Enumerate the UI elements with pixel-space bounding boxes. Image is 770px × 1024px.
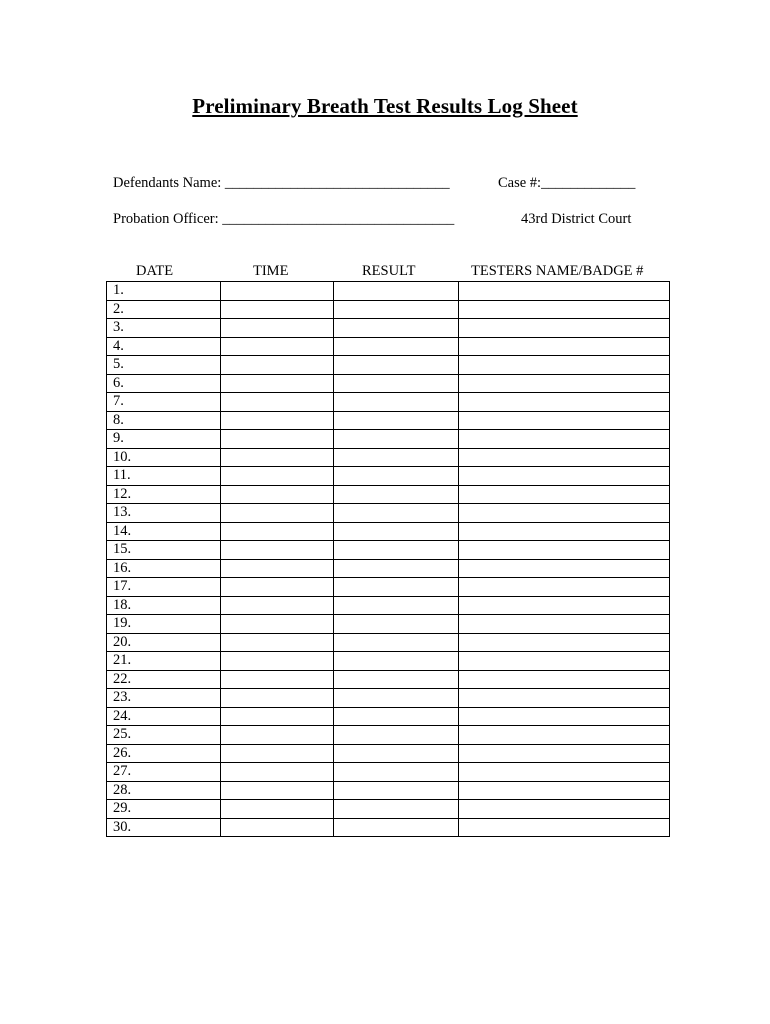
table-row <box>107 559 670 578</box>
result-cell[interactable] <box>334 300 459 319</box>
table-row <box>107 448 670 467</box>
row-number-cell[interactable]: 22. <box>107 670 221 689</box>
result-cell[interactable] <box>334 541 459 560</box>
time-cell[interactable] <box>221 615 334 634</box>
row-number-cell[interactable]: 18. <box>107 596 221 615</box>
result-cell[interactable] <box>334 726 459 745</box>
row-number-cell[interactable]: 17. <box>107 578 221 597</box>
table-row <box>107 633 670 652</box>
time-cell[interactable] <box>221 282 334 301</box>
result-cell[interactable] <box>334 448 459 467</box>
result-cell[interactable] <box>334 319 459 338</box>
time-cell[interactable] <box>221 818 334 837</box>
row-number-cell[interactable]: 6. <box>107 374 221 393</box>
column-header-result: RESULT <box>362 263 416 279</box>
table-row <box>107 356 670 375</box>
table-row <box>107 615 670 634</box>
time-cell[interactable] <box>221 800 334 819</box>
table-row <box>107 689 670 708</box>
time-cell[interactable] <box>221 522 334 541</box>
row-number-cell[interactable]: 13. <box>107 504 221 523</box>
log-table <box>106 281 670 837</box>
result-cell[interactable] <box>334 411 459 430</box>
time-cell[interactable] <box>221 652 334 671</box>
row-number-cell[interactable]: 2. <box>107 300 221 319</box>
row-number-cell[interactable]: 11. <box>107 467 221 486</box>
table-row <box>107 319 670 338</box>
testers-name-cell[interactable] <box>459 744 670 763</box>
time-cell[interactable] <box>221 744 334 763</box>
row-number-cell[interactable]: 25. <box>107 726 221 745</box>
result-cell[interactable] <box>334 763 459 782</box>
testers-name-cell[interactable] <box>459 430 670 449</box>
table-row <box>107 541 670 560</box>
table-row <box>107 337 670 356</box>
testers-name-cell[interactable] <box>459 282 670 301</box>
court-name: 43rd District Court <box>521 211 632 227</box>
row-number-cell[interactable]: 7. <box>107 393 221 412</box>
row-number-cell[interactable]: 3. <box>107 319 221 338</box>
time-cell[interactable] <box>221 596 334 615</box>
table-row <box>107 374 670 393</box>
time-cell[interactable] <box>221 467 334 486</box>
result-cell[interactable] <box>334 652 459 671</box>
column-header-date: DATE <box>136 263 174 279</box>
testers-name-cell[interactable] <box>459 393 670 412</box>
result-cell[interactable] <box>334 800 459 819</box>
column-header-testers-name-badge: TESTERS NAME/BADGE # <box>471 263 644 279</box>
table-row <box>107 430 670 449</box>
table-row <box>107 744 670 763</box>
table-row <box>107 763 670 782</box>
result-cell[interactable] <box>334 559 459 578</box>
row-number-cell[interactable]: 19. <box>107 615 221 634</box>
testers-name-cell[interactable] <box>459 800 670 819</box>
row-number-cell[interactable]: 1. <box>107 282 221 301</box>
testers-name-cell[interactable] <box>459 726 670 745</box>
time-cell[interactable] <box>221 559 334 578</box>
row-number-cell[interactable]: 8. <box>107 411 221 430</box>
table-row <box>107 504 670 523</box>
testers-name-cell[interactable] <box>459 578 670 597</box>
result-cell[interactable] <box>334 504 459 523</box>
testers-name-cell[interactable] <box>459 300 670 319</box>
row-number-cell[interactable]: 12. <box>107 485 221 504</box>
time-cell[interactable] <box>221 393 334 412</box>
time-cell[interactable] <box>221 707 334 726</box>
row-number-cell[interactable]: 15. <box>107 541 221 560</box>
testers-name-cell[interactable] <box>459 652 670 671</box>
testers-name-cell[interactable] <box>459 559 670 578</box>
time-cell[interactable] <box>221 448 334 467</box>
time-cell[interactable] <box>221 319 334 338</box>
row-number-cell[interactable]: 28. <box>107 781 221 800</box>
testers-name-cell[interactable] <box>459 763 670 782</box>
testers-name-cell[interactable] <box>459 818 670 837</box>
result-cell[interactable] <box>334 578 459 597</box>
time-cell[interactable] <box>221 633 334 652</box>
result-cell[interactable] <box>334 282 459 301</box>
result-cell[interactable] <box>334 707 459 726</box>
testers-name-cell[interactable] <box>459 707 670 726</box>
testers-name-cell[interactable] <box>459 356 670 375</box>
result-cell[interactable] <box>334 689 459 708</box>
table-row <box>107 282 670 301</box>
table-row <box>107 652 670 671</box>
time-cell[interactable] <box>221 670 334 689</box>
case-number-field[interactable]: Case #:_____________ <box>498 175 636 191</box>
table-row <box>107 300 670 319</box>
table-row <box>107 800 670 819</box>
testers-name-cell[interactable] <box>459 670 670 689</box>
page-title: Preliminary Breath Test Results Log Sheet <box>192 94 578 118</box>
result-cell[interactable] <box>334 744 459 763</box>
testers-name-cell[interactable] <box>459 485 670 504</box>
result-cell[interactable] <box>334 670 459 689</box>
result-cell[interactable] <box>334 374 459 393</box>
row-number-cell[interactable]: 23. <box>107 689 221 708</box>
testers-name-cell[interactable] <box>459 337 670 356</box>
time-cell[interactable] <box>221 411 334 430</box>
testers-name-cell[interactable] <box>459 374 670 393</box>
table-row <box>107 781 670 800</box>
row-number-cell[interactable]: 5. <box>107 356 221 375</box>
row-number-cell[interactable]: 24. <box>107 707 221 726</box>
row-number-cell[interactable]: 4. <box>107 337 221 356</box>
time-cell[interactable] <box>221 374 334 393</box>
time-cell[interactable] <box>221 300 334 319</box>
column-header-time: TIME <box>253 263 289 279</box>
result-cell[interactable] <box>334 337 459 356</box>
table-row <box>107 707 670 726</box>
table-row <box>107 596 670 615</box>
table-row <box>107 467 670 486</box>
table-row <box>107 522 670 541</box>
table-row <box>107 578 670 597</box>
testers-name-cell[interactable] <box>459 689 670 708</box>
result-cell[interactable] <box>334 596 459 615</box>
time-cell[interactable] <box>221 763 334 782</box>
time-cell[interactable] <box>221 504 334 523</box>
testers-name-cell[interactable] <box>459 522 670 541</box>
testers-name-cell[interactable] <box>459 781 670 800</box>
time-cell[interactable] <box>221 430 334 449</box>
result-cell[interactable] <box>334 522 459 541</box>
result-cell[interactable] <box>334 356 459 375</box>
time-cell[interactable] <box>221 356 334 375</box>
row-number-cell[interactable]: 26. <box>107 744 221 763</box>
time-cell[interactable] <box>221 781 334 800</box>
row-number-cell[interactable]: 29. <box>107 800 221 819</box>
testers-name-cell[interactable] <box>459 467 670 486</box>
defendant-name-field[interactable]: Defendants Name: _______________________________ <box>113 175 450 191</box>
testers-name-cell[interactable] <box>459 541 670 560</box>
table-row <box>107 411 670 430</box>
table-row <box>107 485 670 504</box>
row-number-cell[interactable]: 21. <box>107 652 221 671</box>
time-cell[interactable] <box>221 337 334 356</box>
row-number-cell[interactable]: 10. <box>107 448 221 467</box>
result-cell[interactable] <box>334 467 459 486</box>
result-cell[interactable] <box>334 781 459 800</box>
row-number-cell[interactable]: 30. <box>107 818 221 837</box>
testers-name-cell[interactable] <box>459 319 670 338</box>
time-cell[interactable] <box>221 541 334 560</box>
row-number-cell[interactable]: 16. <box>107 559 221 578</box>
result-cell[interactable] <box>334 633 459 652</box>
result-cell[interactable] <box>334 818 459 837</box>
table-row <box>107 726 670 745</box>
testers-name-cell[interactable] <box>459 448 670 467</box>
time-cell[interactable] <box>221 578 334 597</box>
table-row <box>107 670 670 689</box>
testers-name-cell[interactable] <box>459 504 670 523</box>
row-number-cell[interactable]: 27. <box>107 763 221 782</box>
result-cell[interactable] <box>334 393 459 412</box>
result-cell[interactable] <box>334 430 459 449</box>
testers-name-cell[interactable] <box>459 633 670 652</box>
testers-name-cell[interactable] <box>459 596 670 615</box>
probation-officer-field[interactable]: Probation Officer: ________________________________ <box>113 211 455 227</box>
result-cell[interactable] <box>334 615 459 634</box>
row-number-cell[interactable]: 14. <box>107 522 221 541</box>
row-number-cell[interactable]: 9. <box>107 430 221 449</box>
testers-name-cell[interactable] <box>459 615 670 634</box>
table-row <box>107 818 670 837</box>
table-row <box>107 393 670 412</box>
time-cell[interactable] <box>221 726 334 745</box>
time-cell[interactable] <box>221 485 334 504</box>
row-number-cell[interactable]: 20. <box>107 633 221 652</box>
time-cell[interactable] <box>221 689 334 708</box>
testers-name-cell[interactable] <box>459 411 670 430</box>
result-cell[interactable] <box>334 485 459 504</box>
